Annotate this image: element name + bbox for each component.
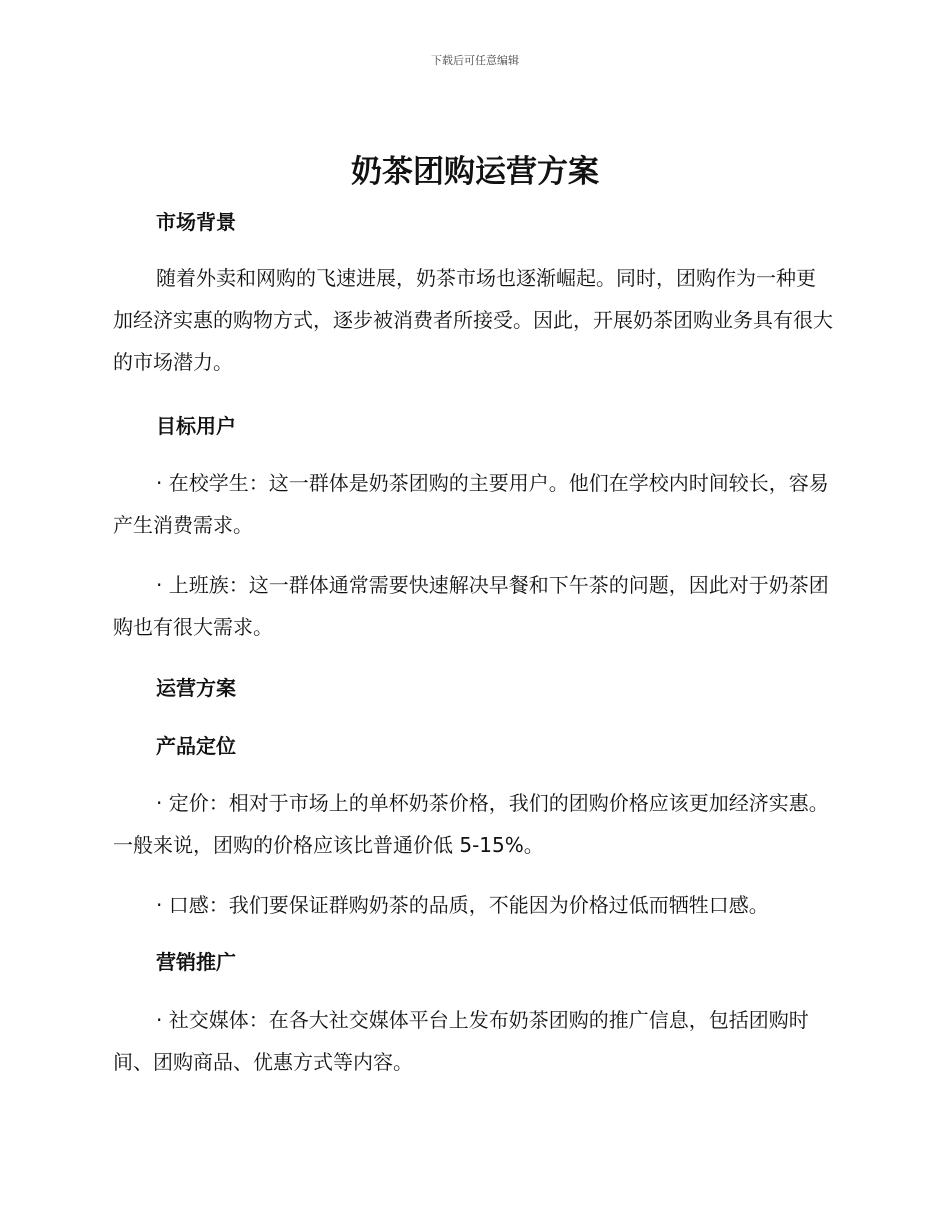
heading-market-background: 市场背景 <box>156 210 236 234</box>
heading-operation-plan: 运营方案 <box>156 676 236 700</box>
paragraph-market-background: 随着外卖和网购的飞速进展，奶茶市场也逐渐崛起。同时，团购作为一种更加经济实惠的购物方式，逐步被消费者所接受。因此，开展奶茶团购业务具有很大的市场潜力。 <box>113 266 833 374</box>
list-item-taste: · 口感：我们要保证群购奶茶的品质，不能因为价格过低而牺牲口感。 <box>156 893 769 917</box>
heading-product-positioning: 产品定位 <box>156 734 236 758</box>
heading-marketing: 营销推广 <box>156 950 236 974</box>
list-item-social-media: · 社交媒体：在各大社交媒体平台上发布奶茶团购的推广信息，包括团购时间、团购商品、优惠方式等内容。 <box>113 1008 809 1074</box>
document-title: 奶茶团购运营方案 <box>351 154 599 190</box>
list-item-pricing: · 定价：相对于市场上的单杯奶茶价格，我们的团购价格应该更加经济实惠。一般来说，团购的价格应该比普通价低 5-15%。 <box>113 791 829 857</box>
list-item-office-workers: · 上班族：这一群体通常需要快速解决早餐和下午茶的问题，因此对于奶茶团购也有很大需求。 <box>113 573 829 639</box>
list-item-students: · 在校学生：这一群体是奶茶团购的主要用户。他们在学校内时间较长，容易产生消费需求。 <box>113 471 829 537</box>
heading-target-users: 目标用户 <box>156 414 236 438</box>
page-header-note: 下载后可任意编辑 <box>431 54 519 67</box>
